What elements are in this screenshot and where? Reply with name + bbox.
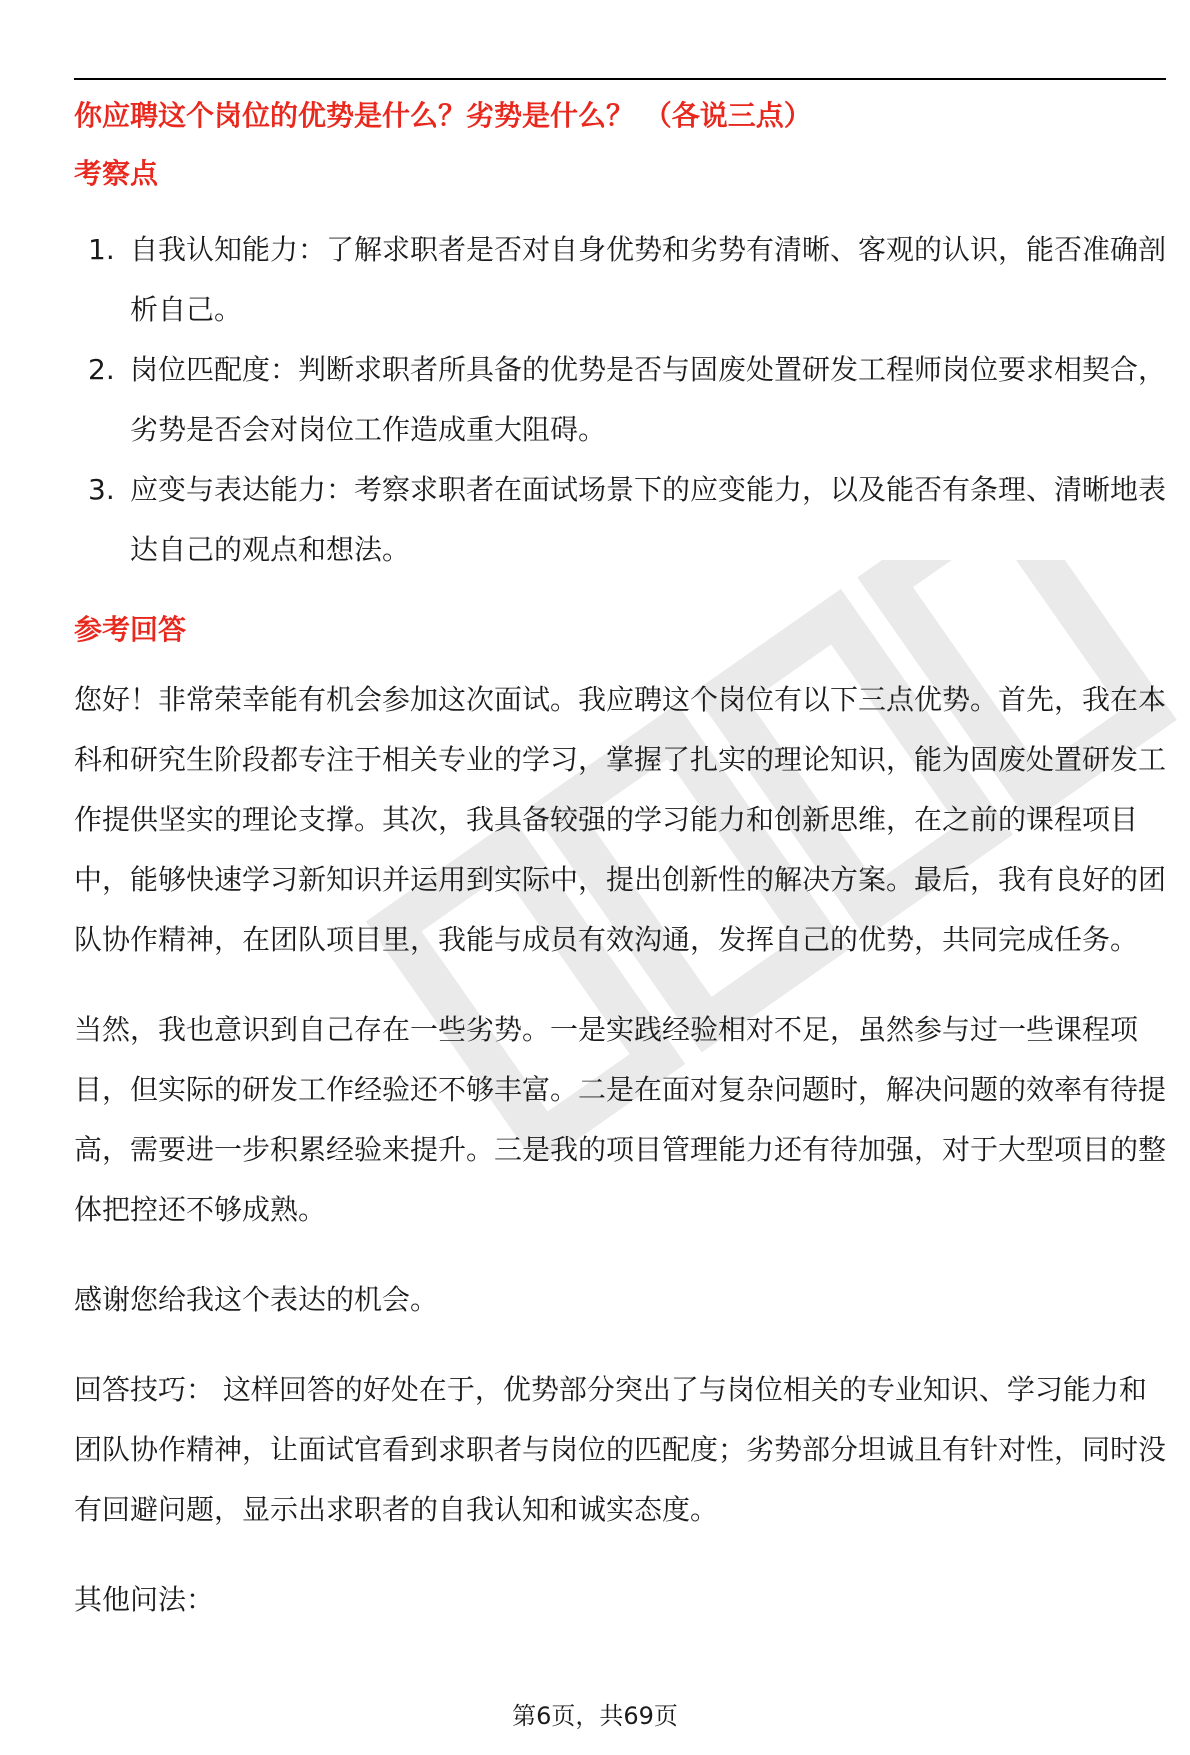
list-text: 自我认知能力：了解求职者是否对自身优势和劣势有清晰、客观的认识，能否准确剖析自己。 <box>130 233 1167 326</box>
answer-heading: 参考回答 <box>74 613 187 646</box>
list-item <box>74 340 1166 460</box>
question-title: 你应聘这个岗位的优势是什么？劣势是什么？ （各说三点） <box>74 99 812 132</box>
list-number: 3. <box>88 473 115 506</box>
other-questions-label: 其他问法： <box>74 1583 215 1616</box>
main-content <box>74 96 1166 1630</box>
list-text: 应变与表达能力：考察求职者在面试场景下的应变能力，以及能否有条理、清晰地表达自己的观点和想法。 <box>130 473 1167 566</box>
answer-tips: 回答技巧： 这样回答的好处在于，优势部分突出了与岗位相关的专业知识、学习能力和团队协作精神，让面试官看到求职者与岗位的匹配度；劣势部分坦诚且有针对性，同时没有回避问题，显示出求职者的自我认知和诚实态度。 <box>74 1373 1167 1526</box>
answer-paragraph-strengths: 您好！非常荣幸能有机会参加这次面试。我应聘这个岗位有以下三点优势。首先，我在本科和研究生阶段都专注于相关专业的学习，掌握了扎实的理论知识，能为固废处置研发工作提供坚实的理论支撑。其次，我具备较强的学习能力和创新思维，在之前的课程项目中，能够快速学习新知识并运用到实际中，提出创新性的解决方案。最后，我有良好的团队协作精神，在团队项目里，我能与成员有效沟通，发挥自己的优势，共同完成任务。 <box>74 683 1167 956</box>
examine-points-list <box>74 220 1166 580</box>
list-item <box>74 220 1166 340</box>
answer-paragraph-weaknesses: 当然，我也意识到自己存在一些劣势。一是实践经验相对不足，虽然参与过一些课程项目，但实际的研发工作经验还不够丰富。二是在面对复杂问题时，解决问题的效率有待提高，需要进一步积累经验来提升。三是我的项目管理能力还有待加强，对于大型项目的整体把控还不够成熟。 <box>74 1013 1167 1226</box>
examine-heading: 考察点 <box>74 157 159 190</box>
answer-paragraph-thanks: 感谢您给我这个表达的机会。 <box>74 1283 439 1316</box>
page-number-footer: 第6页，共69页 <box>512 1702 678 1730</box>
list-text: 岗位匹配度：判断求职者所具备的优势是否与固废处置研发工程师岗位要求相契合，劣势是否会对岗位工作造成重大阻碍。 <box>130 353 1167 446</box>
list-number: 2. <box>88 353 115 386</box>
list-item <box>74 460 1166 580</box>
top-divider <box>74 78 1166 80</box>
list-number: 1. <box>88 233 115 266</box>
